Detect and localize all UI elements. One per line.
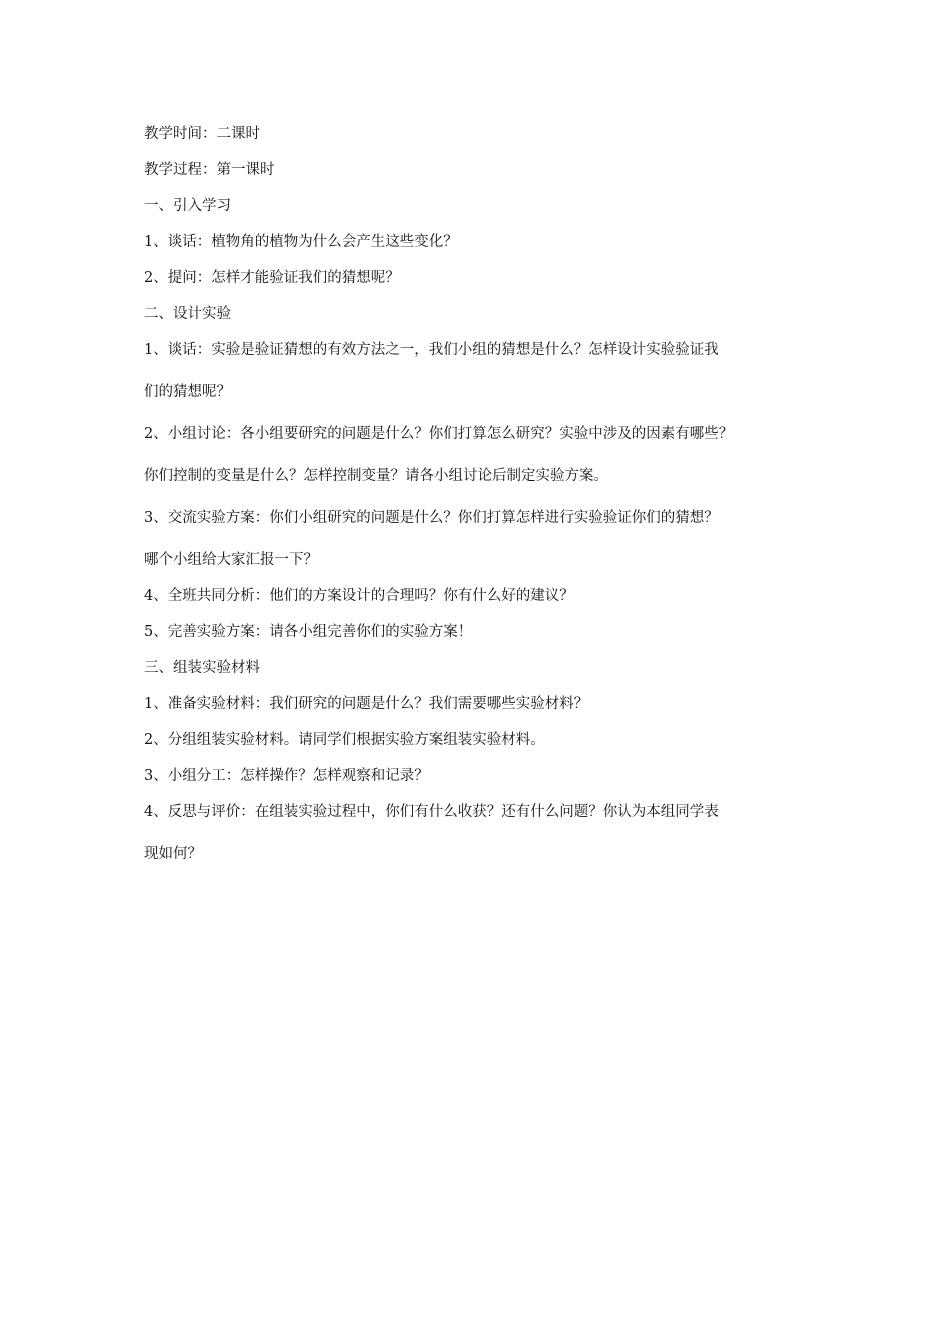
section-heading-design: 二、设计实验 <box>144 306 231 322</box>
paragraph-assemble-2: 2、分组组装实验材料。请同学们根据实验方案组装实验材料。 <box>144 732 545 748</box>
document-body <box>144 124 814 864</box>
paragraph-intro-1: 1、谈话：植物角的植物为什么会产生这些变化？ <box>144 234 458 250</box>
paragraph-intro-2: 2、提问：怎样才能验证我们的猜想呢？ <box>144 270 400 286</box>
paragraph-design-2-cont: 你们控制的变量是什么？怎样控制变量？请各小组讨论后制定实验方案。 <box>144 468 608 484</box>
paragraph-assemble-4-cont: 现如何？ <box>144 846 202 862</box>
paragraph-assemble-1: 1、准备实验材料：我们研究的问题是什么？我们需要哪些实验材料？ <box>144 696 589 712</box>
teaching-time: 教学时间：二课时 <box>144 126 260 142</box>
paragraph-design-3-cont: 哪个小组给大家汇报一下？ <box>144 552 318 568</box>
paragraph-assemble-3: 3、小组分工：怎样操作？怎样观察和记录？ <box>144 768 429 784</box>
paragraph-design-1: 1、谈话：实验是验证猜想的有效方法之一，我们小组的猜想是什么？怎样设计实验验证我 <box>144 342 719 358</box>
teaching-process: 教学过程：第一课时 <box>144 162 275 178</box>
paragraph-design-4: 4、全班共同分析：他们的方案设计的合理吗？你有什么好的建议？ <box>144 588 574 604</box>
section-heading-assemble: 三、组装实验材料 <box>144 660 260 676</box>
section-heading-intro: 一、引入学习 <box>144 198 231 214</box>
paragraph-design-2: 2、小组讨论：各小组要研究的问题是什么？你们打算怎么研究？实验中涉及的因素有哪些？ <box>144 426 734 442</box>
paragraph-design-3: 3、交流实验方案：你们小组研究的问题是什么？你们打算怎样进行实验验证你们的猜想？ <box>144 510 719 526</box>
paragraph-assemble-4: 4、反思与评价：在组装实验过程中，你们有什么收获？还有什么问题？你认为本组同学表 <box>144 804 719 820</box>
paragraph-design-5: 5、完善实验方案：请各小组完善你们的实验方案！ <box>144 624 473 640</box>
paragraph-design-1-cont: 们的猜想呢？ <box>144 384 231 400</box>
